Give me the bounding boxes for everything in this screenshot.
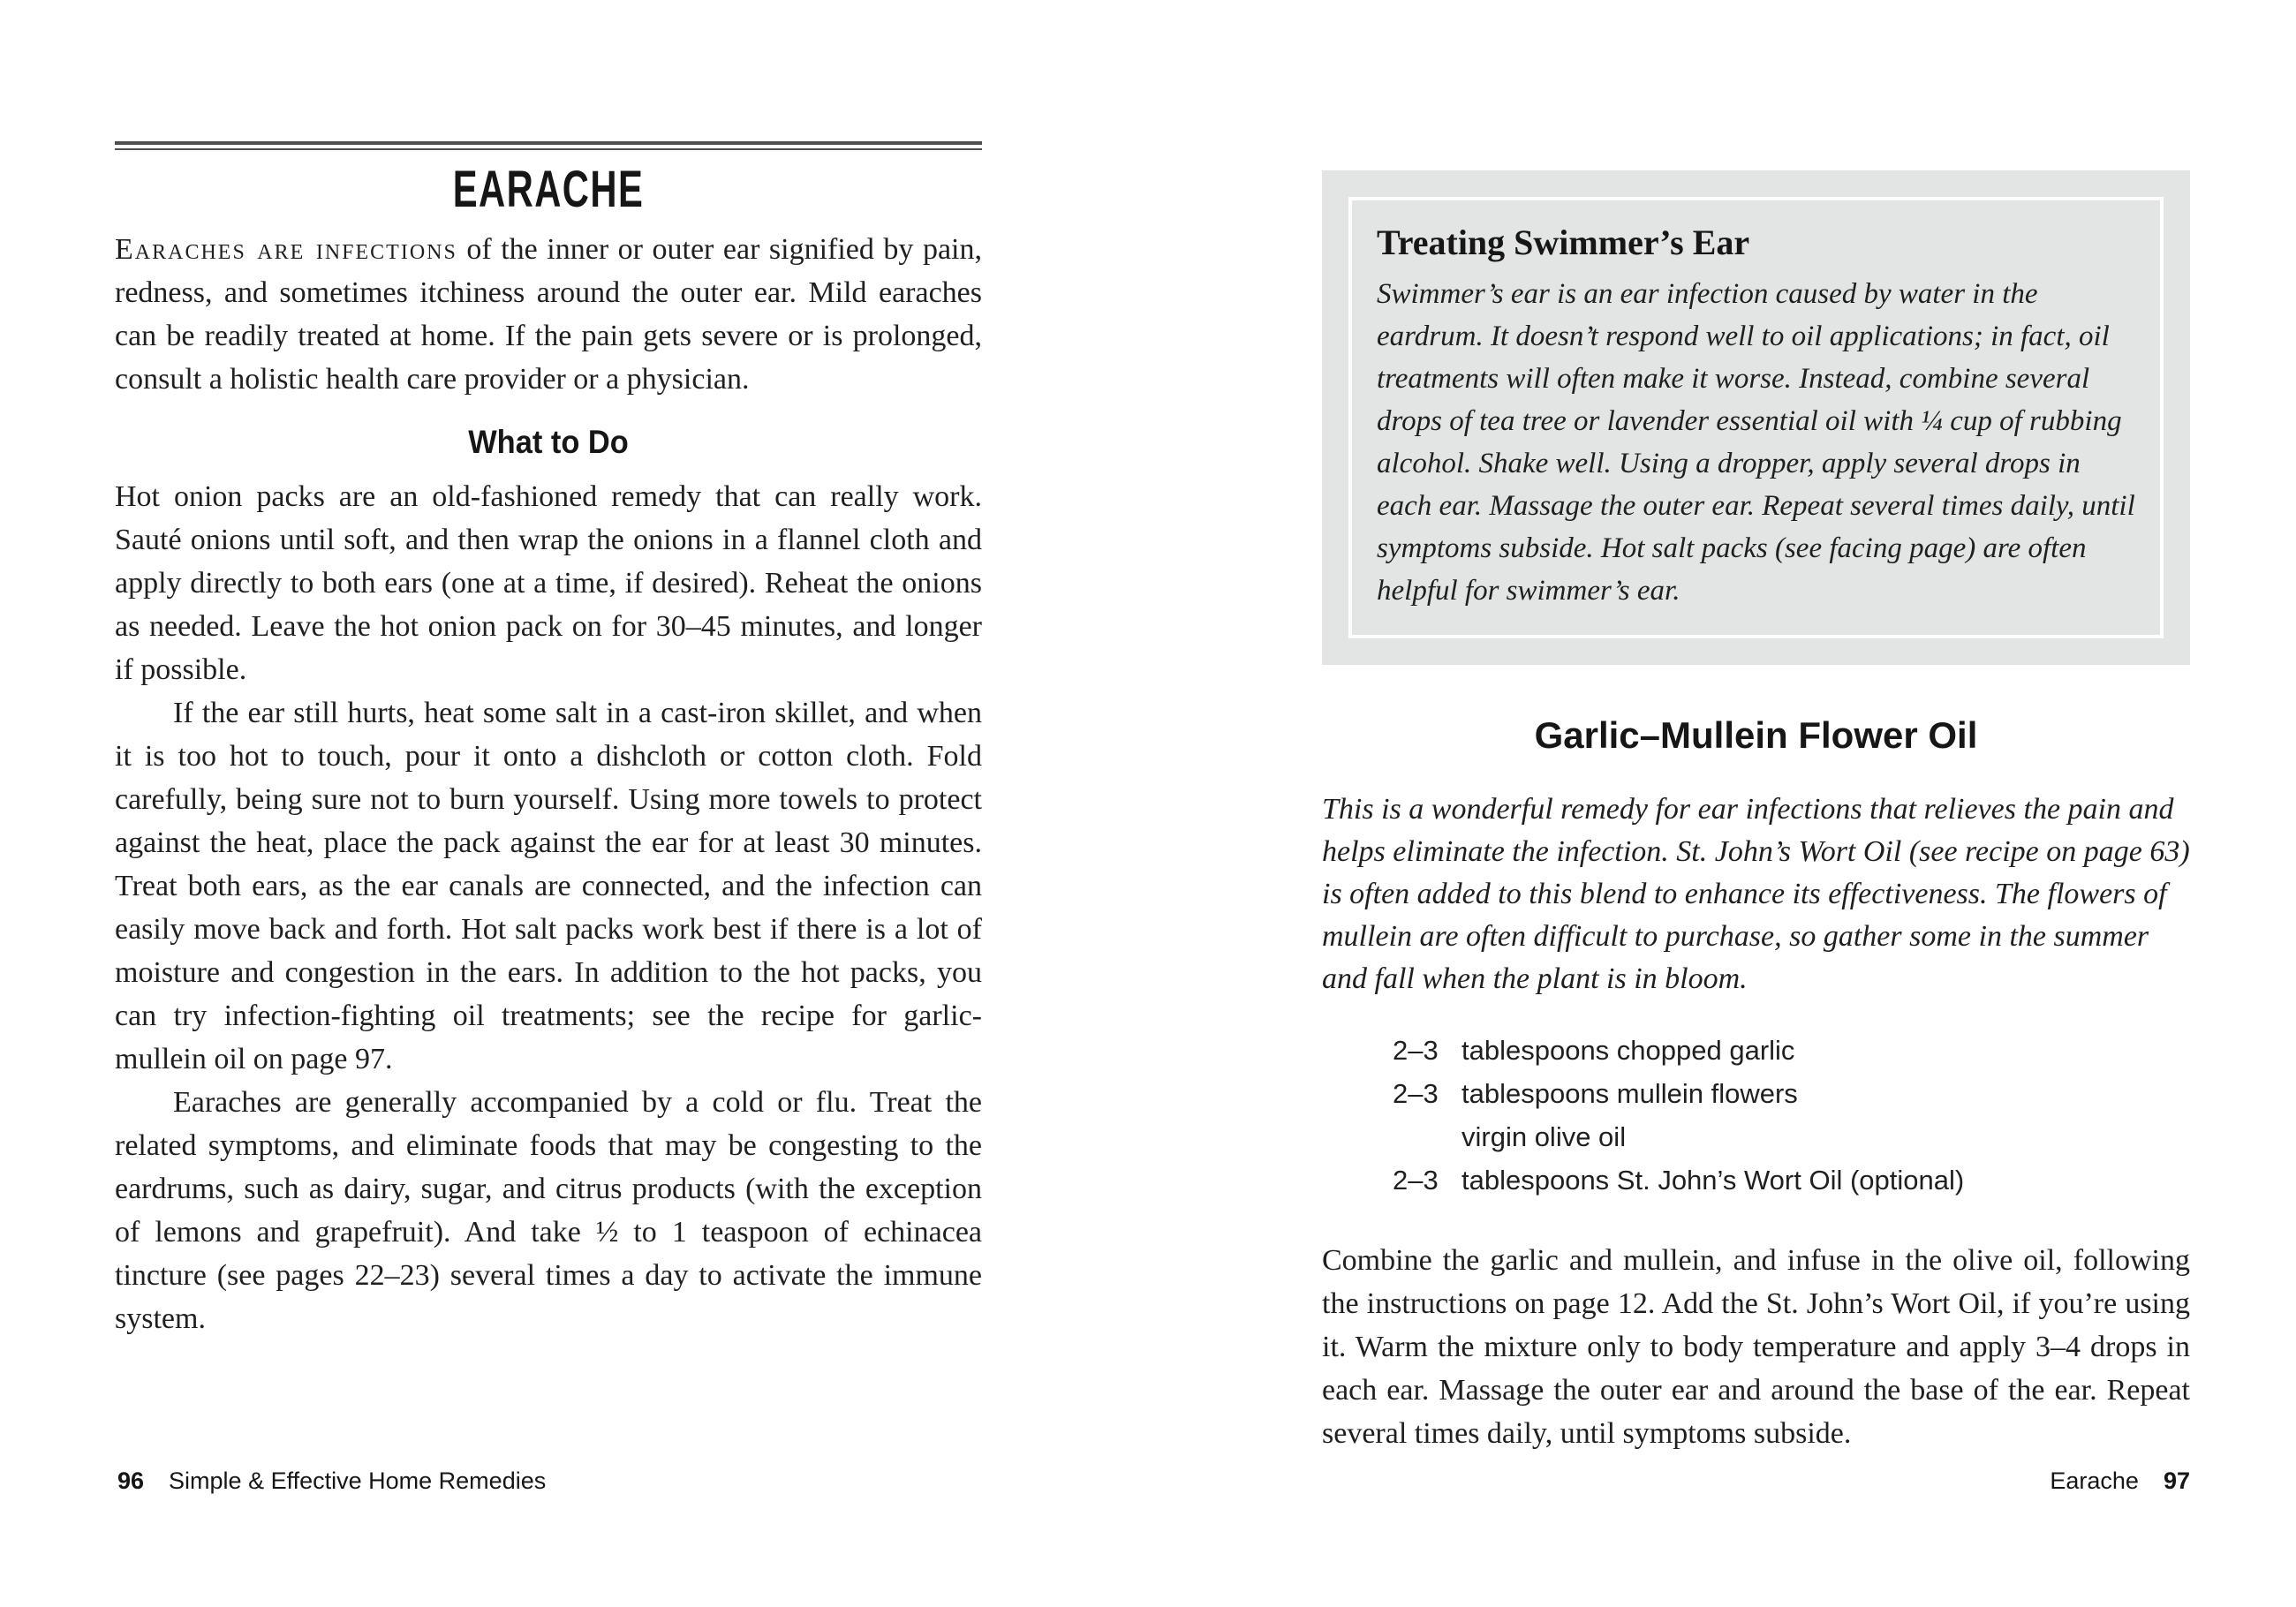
sidebar-box-frame [1348, 197, 2164, 638]
ingredient-item: tablespoons St. John’s Wort Oil (optional) [1461, 1165, 1965, 1196]
ingredient-row [1393, 1072, 2190, 1115]
recipe-instructions: Combine the garlic and mullein, and infuse in the olive oil, following the instructions on page 12. Add the St. John’s Wort Oil, if you’re using it. Warm the mixture only to body temperature and apply 3–4 drops in each ear. Massage the outer ear and around the base of the ear. Repeat several times daily, until symptoms subside. [1322, 1244, 2190, 1450]
ingredient-item: tablespoons mullein flowers [1461, 1078, 1798, 1109]
section-heading: What to Do [468, 424, 629, 460]
page-number-right: 97 [2163, 1467, 2190, 1494]
intro-paragraph-text: of the inner or outer ear signified by pain, redness, and sometimes itchiness around the outer ear. Mild earaches can be readily treated at home. If the pain gets severe or is prolonged, consult a holistic health care provider or a physician. [115, 233, 982, 396]
page-number-left: 96 [117, 1467, 145, 1494]
ingredient-list [1393, 1029, 2190, 1202]
intro-paragraph [115, 228, 982, 401]
ingredient-amount: 2–3 [1393, 1165, 1439, 1196]
lead-smallcaps: Earaches are infections [115, 233, 457, 266]
ingredient-amount: 2–3 [1393, 1035, 1439, 1066]
right-page [1322, 170, 2190, 1455]
body-paragraph: If the ear still hurts, heat some salt in a cast-iron skillet, and when it is too hot to touch, pour it onto a dishcloth or cotton cloth. Fold carefully, being sure not to burn yourself. Using more towels to protect against the heat, place the pack against the ear for at least 30 minutes. Treat both ears, as the ear canals are connected, and the infection can easily move back and forth. Hot salt packs work best if there is a lot of moisture and congestion in the ears. In addition to the hot packs, you can try infection-fighting oil treatments; see the recipe for garlic-mullein oil on page 97. [115, 697, 982, 1075]
sidebar-box [1322, 170, 2190, 665]
ingredient-row [1393, 1158, 2190, 1202]
recipe-intro: This is a wonderful remedy for ear infections that relieves the pain and helps eliminate the infection. St. John’s Wort Oil (see recipe on page 63) is often added to this blend to enhance its effectiveness. The flowers of mullein are often difficult to purchase, so gather some in the summer and fall when the plant is in bloom. [1322, 793, 2190, 995]
ingredient-item: virgin olive oil [1461, 1121, 1627, 1152]
chapter-title: Earache [2050, 1467, 2139, 1494]
sidebar-box-title: Treating Swimmer’s Ear [1377, 223, 1750, 262]
right-footer [1322, 1467, 2190, 1495]
ingredient-row [1393, 1029, 2190, 1072]
left-footer [117, 1467, 546, 1495]
ingredient-amount: 2–3 [1393, 1078, 1439, 1109]
ingredient-amount [1393, 1115, 1461, 1158]
sidebar-box-body: Swimmer’s ear is an ear infection caused by water in the eardrum. It doesn’t respond well to oil applications; in fact, oil treatments will often make it worse. Instead, combine several drops of tea tree or lavender essential oil with ¼ cup of rubbing alcohol. Shake well. Using a dropper, apply several drops in each ear. Massage the outer ear. Repeat several times daily, until symptoms subside. Hot salt packs (see facing page) are often helpful for swimmer’s ear. [1377, 278, 2135, 607]
body-paragraph: Earaches are generally accompanied by a cold or flu. Treat the related symptoms, and eliminate foods that may be congesting to the eardrums, such as dairy, sugar, and citrus products (with the exception of lemons and grapefruit). And take ½ to 1 teaspoon of echinacea tincture (see pages 22–23) several times a day to activate the immune system. [115, 1086, 982, 1335]
body-paragraph: Hot onion packs are an old-fashioned remedy that can really work. Sauté onions until soft, and then wrap the onions in a flannel cloth and apply directly to both ears (one at a time, if desired). Reheat the onions as needed. Leave the hot onion pack on for 30–45 minutes, and longer if possible. [115, 480, 982, 686]
ingredient-item: tablespoons chopped garlic [1461, 1035, 1795, 1066]
recipe-title: Garlic–Mullein Flower Oil [1534, 714, 1978, 756]
page-title: EARACHE [452, 161, 645, 218]
double-rule [115, 141, 982, 150]
left-page [115, 141, 982, 1340]
book-title: Simple & Effective Home Remedies [169, 1467, 547, 1494]
ingredient-row [1393, 1115, 2190, 1158]
